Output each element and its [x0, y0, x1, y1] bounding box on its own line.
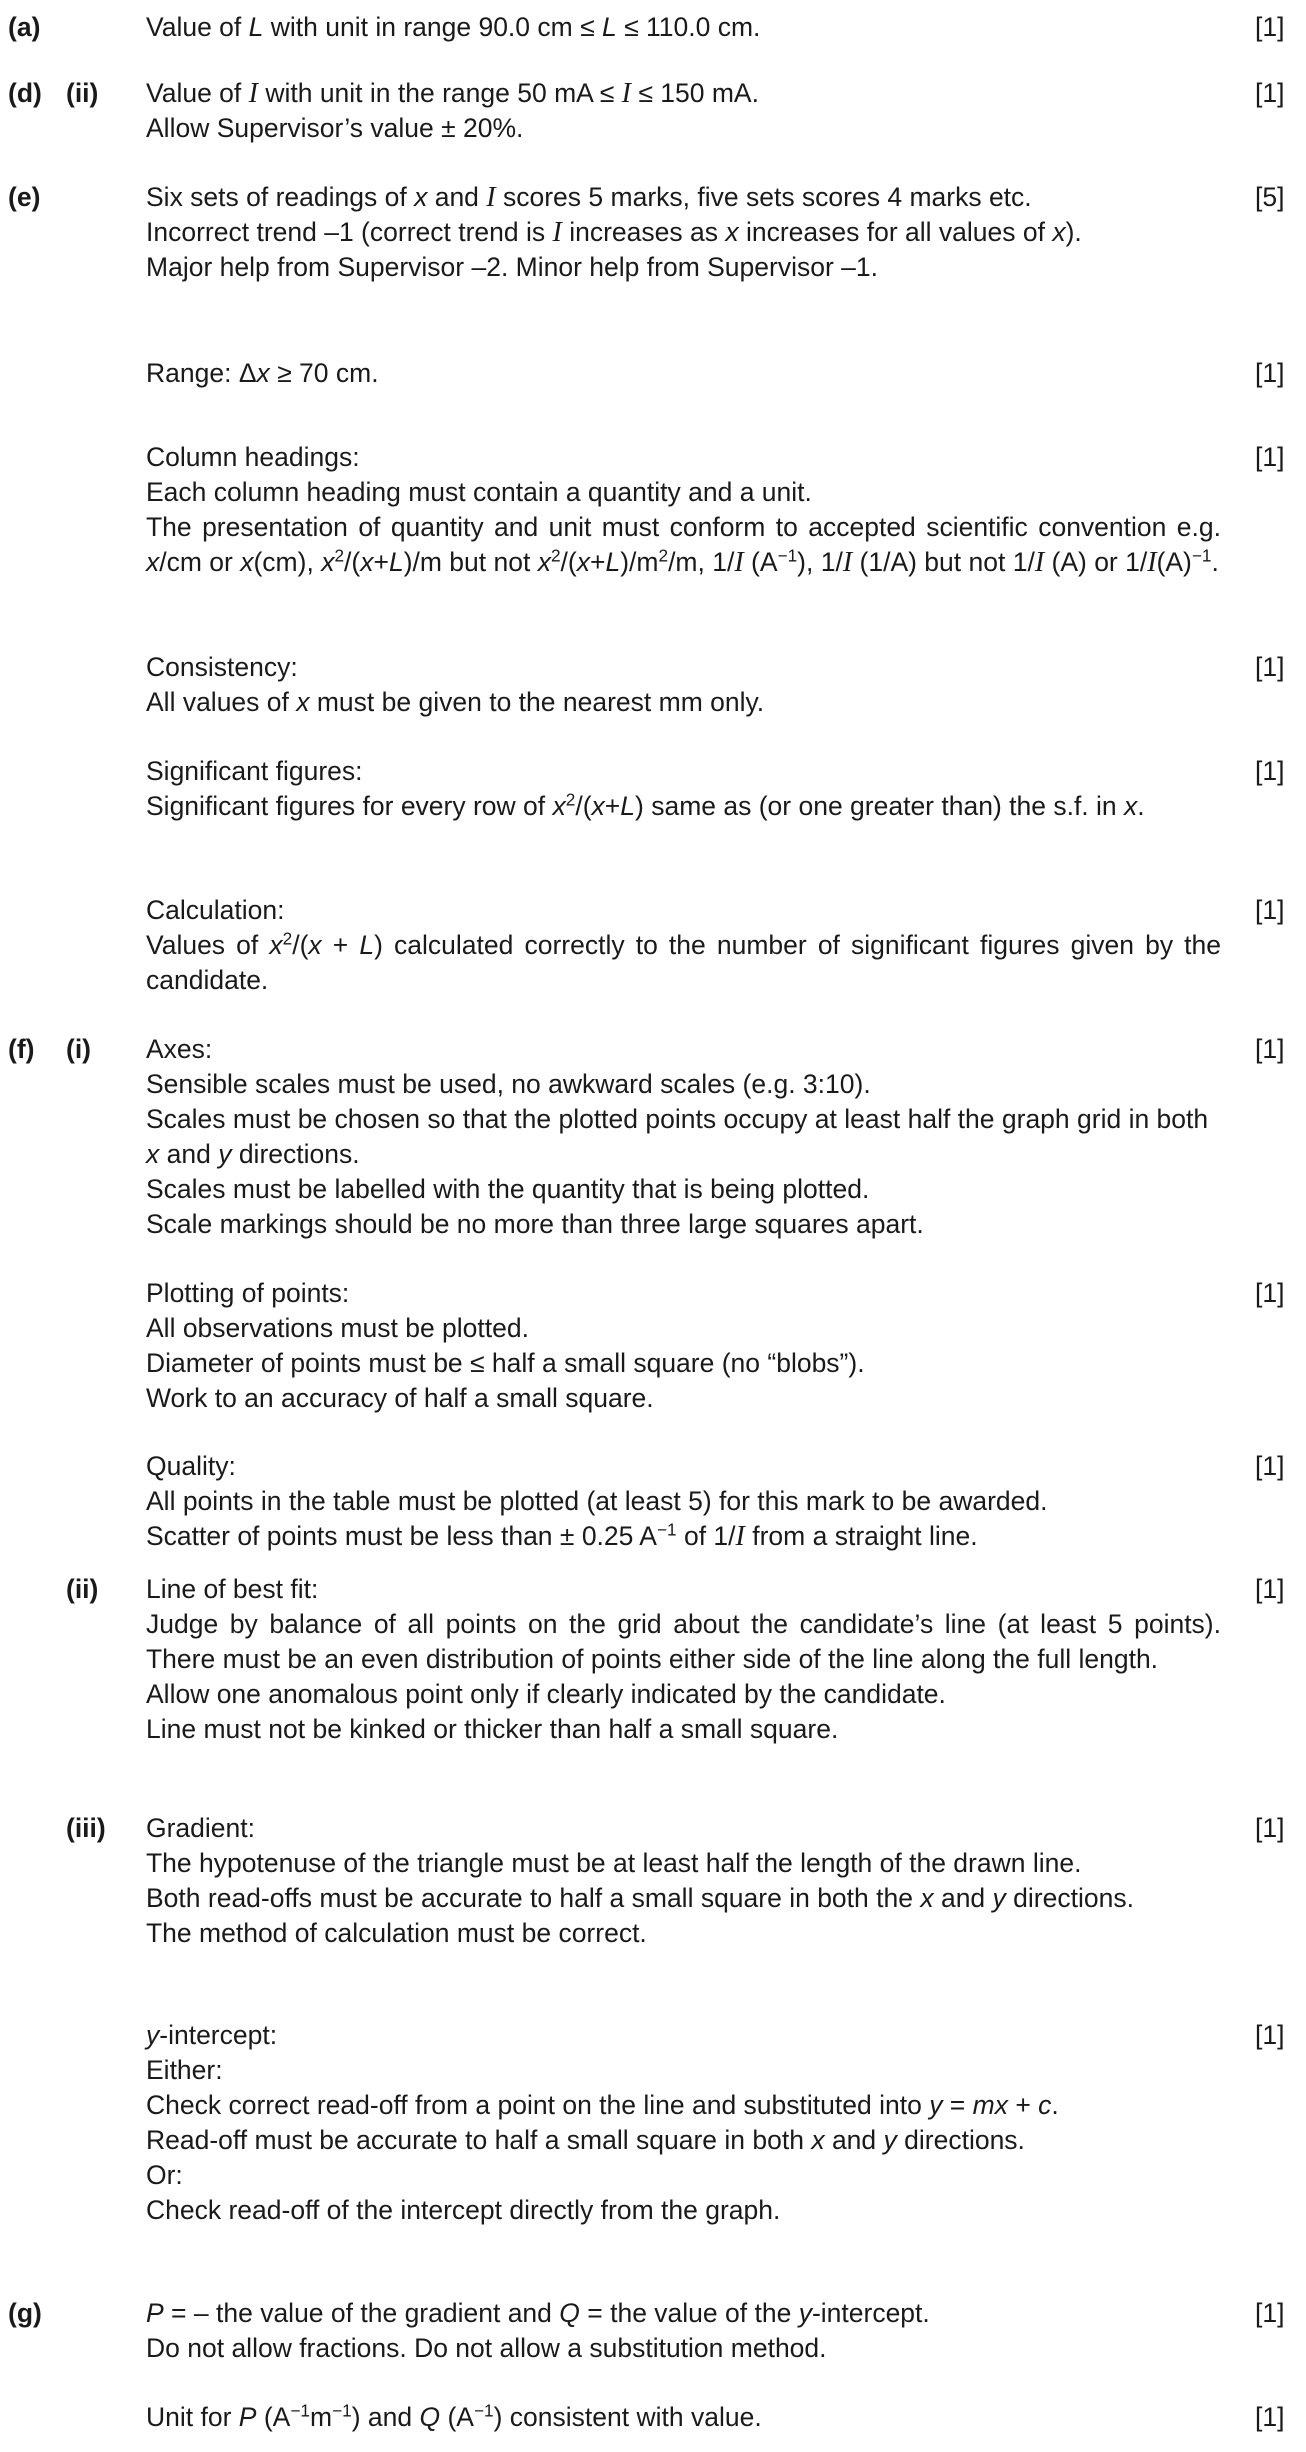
text-segment: + — [604, 791, 621, 821]
text-segment: ≥ 70 cm. — [269, 358, 379, 388]
text-segment: x — [146, 1139, 160, 1169]
text-segment: I — [734, 547, 744, 578]
text-segment: L — [602, 12, 617, 42]
text-segment: x — [360, 547, 374, 577]
line — [146, 10, 1221, 45]
item-text — [146, 440, 1221, 580]
text-segment: Significant figures for every row of — [146, 791, 553, 821]
text-segment: and — [824, 2125, 884, 2155]
line: Plotting of points: — [146, 1278, 350, 1308]
line: Consistency: — [146, 652, 298, 682]
question-subpart: (iii) — [66, 1813, 106, 1843]
mark-allocation: [1] — [1255, 1451, 1285, 1481]
mark-allocation: [1] — [1255, 78, 1285, 108]
text-segment: y — [929, 2090, 943, 2120]
text-segment: ), 1/ — [797, 547, 843, 577]
line: Diameter of points must be ≤ half a small square (no “blobs”). — [146, 1348, 865, 1378]
mark-allocation: [1] — [1255, 12, 1285, 42]
text-segment: Scatter of points must be less than ± 0.25 A — [146, 1521, 657, 1551]
line — [146, 180, 1221, 215]
line: Do not allow fractions. Do not allow a substitution method. — [146, 2333, 827, 2363]
text-segment: -intercept: — [159, 2020, 278, 2050]
text-segment: ) and — [351, 2402, 420, 2432]
mark-allocation: [1] — [1255, 1278, 1285, 1308]
text-segment: c — [1038, 2090, 1052, 2120]
line: Judge by balance of all points on the grid about the candidate’s line (at least 5 points). There must be an even distribution of points either side of the line along the full length. — [146, 1609, 1221, 1674]
line: All points in the table must be plotted (at least 5) for this mark to be awarded. — [146, 1486, 1048, 1516]
text-segment: /( — [292, 930, 309, 960]
text-segment: y — [146, 2020, 160, 2050]
text-segment: ≤ 150 mA. — [630, 78, 759, 108]
text-segment: + — [321, 930, 360, 960]
line: Allow one anomalous point only if clearly indicated by the candidate. — [146, 1679, 946, 1709]
item-text — [146, 356, 1221, 391]
text-segment: . — [1211, 547, 1219, 577]
line — [146, 356, 1221, 391]
mark-allocation: [1] — [1255, 895, 1285, 925]
text-segment: x — [576, 547, 590, 577]
line: Either: — [146, 2055, 223, 2085]
mark-allocation: [1] — [1255, 358, 1285, 388]
text-segment: P — [238, 2402, 257, 2432]
line — [146, 2088, 1221, 2123]
item-text — [146, 10, 1221, 45]
line: Axes: — [146, 1034, 213, 1064]
mark-allocation: [1] — [1255, 1034, 1285, 1064]
text-segment: −1 — [473, 2400, 494, 2421]
text-segment: (A — [743, 547, 778, 577]
text-segment: x — [308, 930, 322, 960]
text-segment: I — [486, 182, 496, 213]
text-segment: x — [414, 182, 428, 212]
item-text — [146, 1449, 1221, 1554]
text-segment: /( — [575, 791, 592, 821]
text-segment: I — [1147, 547, 1157, 578]
text-segment: x — [920, 1883, 934, 1913]
text-segment: ≤ 110.0 cm. — [616, 12, 761, 42]
text-segment: Value of — [146, 78, 249, 108]
text-segment: + — [589, 547, 606, 577]
text-segment: (A — [256, 2402, 291, 2432]
text-segment: = the value of the — [579, 2298, 799, 2328]
text-segment: + — [1007, 2090, 1039, 2120]
mark-allocation: [1] — [1255, 652, 1285, 682]
text-segment: (A) — [1156, 547, 1192, 577]
text-segment: L — [620, 791, 636, 821]
text-segment: Scales must be chosen so that the plotted points occupy at least half the graph grid in both — [146, 1104, 1209, 1134]
text-segment: −1 — [777, 545, 798, 566]
text-segment: −1 — [1191, 545, 1212, 566]
mark-allocation: [1] — [1255, 442, 1285, 472]
text-segment: x — [537, 547, 551, 577]
line: All observations must be plotted. — [146, 1313, 529, 1343]
text-segment: -intercept. — [811, 2298, 930, 2328]
mark-allocation: [1] — [1255, 1574, 1285, 1604]
text-segment: x — [269, 930, 283, 960]
line — [146, 1881, 1166, 1951]
text-segment: Both read-offs must be accurate to half a small square in both the — [146, 1883, 921, 1913]
item-text — [146, 1276, 1221, 1416]
item-text — [146, 2296, 1221, 2366]
text-segment: x — [811, 2125, 825, 2155]
text-segment: ). — [1065, 217, 1082, 247]
text-segment: )/m — [620, 547, 659, 577]
text-segment: I — [842, 547, 853, 578]
text-segment: (A — [440, 2402, 474, 2432]
line — [146, 685, 1221, 720]
line: Scale markings should be no more than three large squares apart. — [146, 1209, 924, 1239]
mark-allocation: [1] — [1255, 2298, 1285, 2328]
line — [146, 1102, 1221, 1172]
line: Each column heading must contain a quantity and a unit. — [146, 477, 812, 507]
item-text — [146, 2400, 1221, 2435]
line: Sensible scales must be used, no awkward scales (e.g. 3:10). — [146, 1069, 871, 1099]
text-segment: from a straight line. — [744, 1521, 978, 1551]
text-segment: = – the value of the gradient and — [163, 2298, 560, 2328]
text-segment: Six sets of readings of — [146, 182, 415, 212]
line — [146, 215, 1221, 250]
text-segment: x — [591, 791, 605, 821]
text-segment: x — [552, 791, 566, 821]
text-segment: L — [359, 930, 375, 960]
text-segment: L — [605, 547, 621, 577]
text-segment: −1 — [290, 2400, 310, 2421]
text-segment: y — [218, 1139, 232, 1169]
line: Calculation: — [146, 895, 285, 925]
text-segment: scores 5 marks, five sets scores 4 marks etc. — [495, 182, 1032, 212]
text-segment: 2 — [282, 928, 293, 949]
line — [146, 928, 1221, 998]
line: Major help from Supervisor –2. Minor help from Supervisor –1. — [146, 252, 878, 282]
item-text — [146, 76, 1221, 146]
item-text — [146, 180, 1221, 285]
line: Or: — [146, 2160, 183, 2190]
text-segment: x — [146, 547, 160, 577]
text-segment: and — [933, 1883, 993, 1913]
text-segment: y — [883, 2125, 897, 2155]
line: Quality: — [146, 1451, 236, 1481]
line: Line must not be kinked or thicker than half a small square. — [146, 1714, 839, 1744]
line — [146, 2296, 1221, 2331]
text-segment: . — [1137, 791, 1145, 821]
text-segment: increases for all values of — [738, 217, 1053, 247]
text-segment: Check correct read-off from a point on the line and substituted into — [146, 2090, 930, 2120]
line — [146, 76, 1221, 111]
text-segment: Values of — [146, 930, 270, 960]
item-text — [146, 893, 1221, 998]
text-segment: I — [1034, 547, 1045, 578]
text-segment: of 1/ — [676, 1521, 736, 1551]
text-segment: (1/A) but not 1/ — [852, 547, 1035, 577]
text-segment: Incorrect trend –1 (correct trend is — [146, 217, 553, 247]
text-segment: 2 — [658, 545, 669, 566]
question-subpart: (ii) — [66, 78, 99, 108]
text-segment: (A) or 1/ — [1044, 547, 1148, 577]
text-segment: The presentation of quantity and unit must conform to accepted scientific convention e.g. — [146, 512, 1221, 542]
question-number: (d) — [8, 78, 42, 108]
mark-allocation: [5] — [1255, 182, 1285, 212]
text-segment: I — [248, 78, 258, 109]
text-segment: L — [248, 12, 264, 42]
text-segment: 2 — [565, 789, 576, 810]
text-segment: 2 — [334, 545, 345, 566]
text-segment: ) consistent with value. — [493, 2402, 762, 2432]
line: Gradient: — [146, 1813, 256, 1843]
text-segment: −1 — [332, 2400, 352, 2421]
question-subpart: (i) — [66, 1034, 92, 1064]
mark-allocation: [1] — [1255, 2020, 1285, 2050]
text-segment: directions. The method of calculation must be correct. — [146, 1883, 1134, 1948]
line — [146, 1519, 1221, 1554]
question-number: (a) — [8, 12, 41, 42]
text-segment: y — [798, 2298, 812, 2328]
mark-allocation: [1] — [1255, 756, 1285, 786]
text-segment: x — [1052, 217, 1066, 247]
line — [146, 2018, 1221, 2053]
text-segment: m — [309, 2402, 333, 2432]
text-segment: x — [321, 547, 335, 577]
line: Significant figures: — [146, 756, 363, 786]
text-segment: Q — [559, 2298, 580, 2328]
mark-allocation: [1] — [1255, 2402, 1285, 2432]
mark-allocation: [1] — [1255, 1813, 1285, 1843]
line — [146, 789, 1221, 824]
text-segment: x — [1124, 791, 1138, 821]
text-segment: I — [621, 78, 631, 109]
text-segment: mx — [972, 2090, 1008, 2120]
text-segment: −1 — [656, 1519, 677, 1540]
text-segment: x — [240, 547, 254, 577]
text-segment: + — [373, 547, 389, 577]
text-segment: Range: Δ — [146, 358, 257, 388]
line: Allow Supervisor’s value ± 20%. — [146, 113, 524, 143]
question-number: (f) — [8, 1034, 35, 1064]
text-segment: y — [992, 1883, 1006, 1913]
text-segment: )/m but not — [403, 547, 538, 577]
text-segment: = — [942, 2090, 973, 2120]
text-segment: with unit in range 90.0 cm ≤ — [263, 12, 602, 42]
line: Scales must be labelled with the quantity that is being plotted. — [146, 1174, 870, 1204]
text-segment: x — [256, 358, 270, 388]
line: Column headings: — [146, 442, 360, 472]
text-segment: x — [296, 687, 310, 717]
text-segment: 2 — [550, 545, 561, 566]
text-segment: increases as — [561, 217, 726, 247]
text-segment: directions. — [231, 1139, 360, 1169]
item-text — [146, 2018, 1221, 2228]
text-segment: L — [388, 547, 404, 577]
text-segment: Unit for — [146, 2402, 239, 2432]
text-segment: ) same as (or one greater than) the s.f. in — [635, 791, 1125, 821]
text-segment: Q — [419, 2402, 441, 2432]
item-text — [146, 754, 1221, 824]
text-segment: I — [552, 217, 562, 248]
item-text — [146, 1032, 1221, 1242]
text-segment: with unit in the range 50 mA ≤ — [257, 78, 622, 108]
question-subpart: (ii) — [66, 1574, 99, 1604]
text-segment: /m, 1/ — [668, 547, 735, 577]
text-segment: x — [725, 217, 739, 247]
text-segment: P — [146, 2298, 164, 2328]
text-segment: I — [735, 1521, 745, 1552]
text-segment: and — [427, 182, 487, 212]
text-segment: and — [159, 1139, 219, 1169]
line — [146, 2400, 1221, 2435]
question-number: (g) — [8, 2298, 42, 2328]
item-text — [146, 1811, 1166, 1951]
text-segment: /( — [344, 547, 361, 577]
text-segment: /cm or — [159, 547, 241, 577]
text-segment: Value of — [146, 12, 249, 42]
line: Work to an accuracy of half a small square. — [146, 1383, 654, 1413]
text-segment: (cm), — [253, 547, 322, 577]
item-text — [146, 1572, 1221, 1747]
text-segment: /( — [560, 547, 577, 577]
line: Check read-off of the intercept directly from the graph. — [146, 2195, 781, 2225]
text-segment: All values of — [146, 687, 297, 717]
item-text — [146, 650, 1221, 720]
question-number: (e) — [8, 182, 41, 212]
text-segment: ) calculated correctly to the number of significant figures given by the candidate. — [146, 930, 1222, 995]
text-segment: . — [1051, 2090, 1059, 2120]
line: Line of best fit: — [146, 1574, 319, 1604]
text-segment: Read-off must be accurate to half a small square in both — [146, 2125, 812, 2155]
line: The hypotenuse of the triangle must be at least half the length of the drawn line. — [146, 1848, 1082, 1878]
text-segment: directions. — [896, 2125, 1025, 2155]
line — [146, 510, 1221, 580]
line — [146, 2123, 1221, 2158]
text-segment: must be given to the nearest mm only. — [309, 687, 765, 717]
